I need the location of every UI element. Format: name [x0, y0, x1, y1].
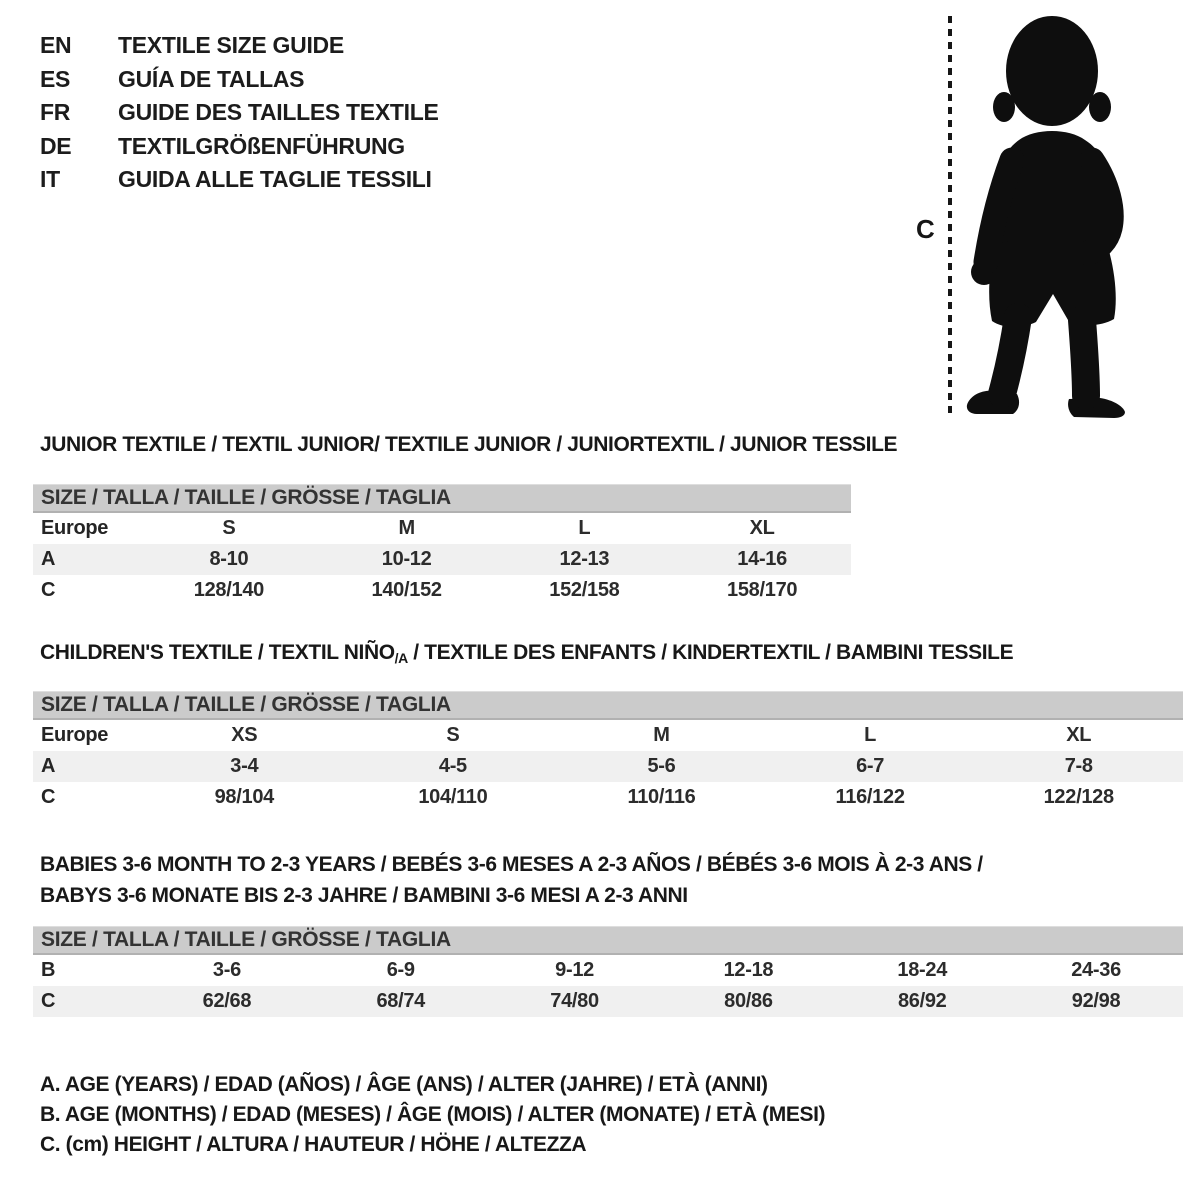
- column-header: S: [446, 724, 460, 746]
- table-cell: 122/128: [1043, 786, 1114, 808]
- column-header: L: [864, 724, 877, 746]
- table-cell: 104/110: [418, 786, 488, 808]
- table-cell: 6-7: [856, 755, 885, 777]
- table-cell: 86/92: [897, 990, 947, 1012]
- table-cell: 12-18: [723, 959, 774, 981]
- column-header: L: [578, 517, 591, 539]
- table-cell: 158/170: [727, 579, 798, 601]
- table-cell: 3-6: [212, 959, 241, 981]
- babies-section-title: [40, 849, 1020, 911]
- language-row: [40, 63, 439, 97]
- junior-size-table: [33, 484, 851, 606]
- guide-title-en: TEXTILE SIZE GUIDE: [118, 32, 344, 59]
- table-cell: 92/98: [1071, 990, 1121, 1012]
- babies-title-line1: BABIES 3-6 MONTH TO 2-3 YEARS / BEBÉS 3-6 MESES A 2-3 AÑOS / BÉBÉS 3-6 MOIS À 2-3 ANS /: [40, 853, 983, 876]
- size-header-bar: SIZE / TALLA / TAILLE / GRÖSSE / TAGLIA: [33, 926, 1183, 955]
- height-measure-dashed-line: [948, 16, 952, 416]
- table-cell: 98/104: [214, 786, 274, 808]
- guide-title-it: GUIDA ALLE TAGLIE TESSILI: [118, 166, 432, 193]
- language-code: ES: [40, 65, 71, 92]
- legend-line-c: C. (cm) HEIGHT / ALTURA / HAUTEUR / HÖHE / ALTEZZA: [40, 1133, 587, 1156]
- column-header: S: [222, 517, 236, 539]
- row-label: C: [41, 786, 56, 808]
- size-header-bar: SIZE / TALLA / TAILLE / GRÖSSE / TAGLIA: [33, 691, 1183, 720]
- measurement-legend: [40, 1070, 825, 1160]
- babies-size-table: [33, 926, 1183, 1017]
- language-row: [40, 29, 439, 63]
- guide-title-es: GUÍA DE TALLAS: [118, 65, 305, 92]
- table-cell: 14-16: [737, 548, 787, 570]
- row-label: C: [41, 579, 56, 601]
- height-measure-label: C: [916, 214, 935, 244]
- table-row: [33, 575, 851, 606]
- column-header: XL: [749, 517, 775, 539]
- language-code: FR: [40, 99, 71, 126]
- table-cell: 128/140: [193, 579, 264, 601]
- guide-title-de: TEXTILGRÖßENFÜHRUNG: [118, 132, 405, 159]
- row-label: C: [41, 990, 56, 1012]
- row-label: A: [41, 548, 56, 570]
- table-header-row: [33, 513, 851, 544]
- table-row: [33, 544, 851, 575]
- children-size-table: [33, 691, 1183, 813]
- table-cell: 140/152: [371, 579, 442, 601]
- table-cell: 8-10: [209, 548, 249, 570]
- column-header: XL: [1066, 724, 1092, 746]
- table-cell: 68/74: [376, 990, 426, 1012]
- language-title-list: [40, 29, 439, 197]
- language-row: [40, 163, 439, 197]
- table-cell: 7-8: [1064, 755, 1093, 777]
- table-cell: 80/86: [724, 990, 773, 1012]
- row-label: B: [41, 959, 56, 981]
- language-row: [40, 96, 439, 130]
- language-code: EN: [40, 32, 72, 59]
- table-row: [33, 751, 1183, 782]
- column-header: Europe: [41, 517, 109, 539]
- table-cell: 5-6: [647, 755, 676, 777]
- column-header: M: [398, 517, 415, 539]
- children-title-text: / TEXTILE DES ENFANTS / KINDERTEXTIL / BAMBINI TESSILE: [407, 641, 1014, 664]
- table-row: [33, 955, 1183, 986]
- children-section-title: [40, 641, 1013, 666]
- children-title-text: CHILDREN'S TEXTILE / TEXTIL NIÑO: [40, 641, 395, 664]
- legend-line-b: B. AGE (MONTHS) / EDAD (MESES) / ÂGE (MOIS) / ALTER (MONATE) / ETÀ (MESI): [40, 1103, 826, 1126]
- table-cell: 152/158: [549, 579, 620, 601]
- language-code: IT: [40, 166, 60, 193]
- table-cell: 4-5: [438, 755, 467, 777]
- table-cell: 10-12: [381, 548, 432, 570]
- size-header-bar: SIZE / TALLA / TAILLE / GRÖSSE / TAGLIA: [33, 484, 851, 513]
- table-cell: 24-36: [1071, 959, 1121, 981]
- table-row: [33, 986, 1183, 1017]
- table-cell: 12-13: [559, 548, 610, 570]
- babies-title-line2: BABYS 3-6 MONATE BIS 2-3 JAHRE / BAMBINI 3-6 MESI A 2-3 ANNI: [40, 884, 688, 907]
- junior-section-title: JUNIOR TEXTILE / TEXTIL JUNIOR/ TEXTILE JUNIOR / JUNIORTEXTIL / JUNIOR TESSILE: [40, 433, 898, 456]
- column-header: M: [653, 724, 670, 746]
- table-cell: 3-4: [230, 755, 259, 777]
- language-row: [40, 130, 439, 164]
- table-cell: 74/80: [550, 990, 599, 1012]
- table-row: [33, 782, 1183, 813]
- table-cell: 9-12: [555, 959, 594, 981]
- row-label: A: [41, 755, 56, 777]
- legend-line-a: A. AGE (YEARS) / EDAD (AÑOS) / ÂGE (ANS) / ALTER (JAHRE) / ETÀ (ANNI): [40, 1073, 768, 1096]
- table-cell: 116/122: [835, 786, 905, 808]
- table-header-row: [33, 720, 1183, 751]
- table-cell: 62/68: [202, 990, 252, 1012]
- column-header: XS: [231, 724, 258, 746]
- baby-silhouette: [955, 14, 1150, 418]
- language-code: DE: [40, 132, 72, 159]
- table-cell: 18-24: [897, 959, 948, 981]
- children-title-subscript: /A: [394, 650, 408, 666]
- column-header: Europe: [41, 724, 109, 746]
- table-cell: 110/116: [627, 786, 696, 808]
- guide-title-fr: GUIDE DES TAILLES TEXTILE: [118, 99, 439, 126]
- table-cell: 6-9: [386, 959, 415, 981]
